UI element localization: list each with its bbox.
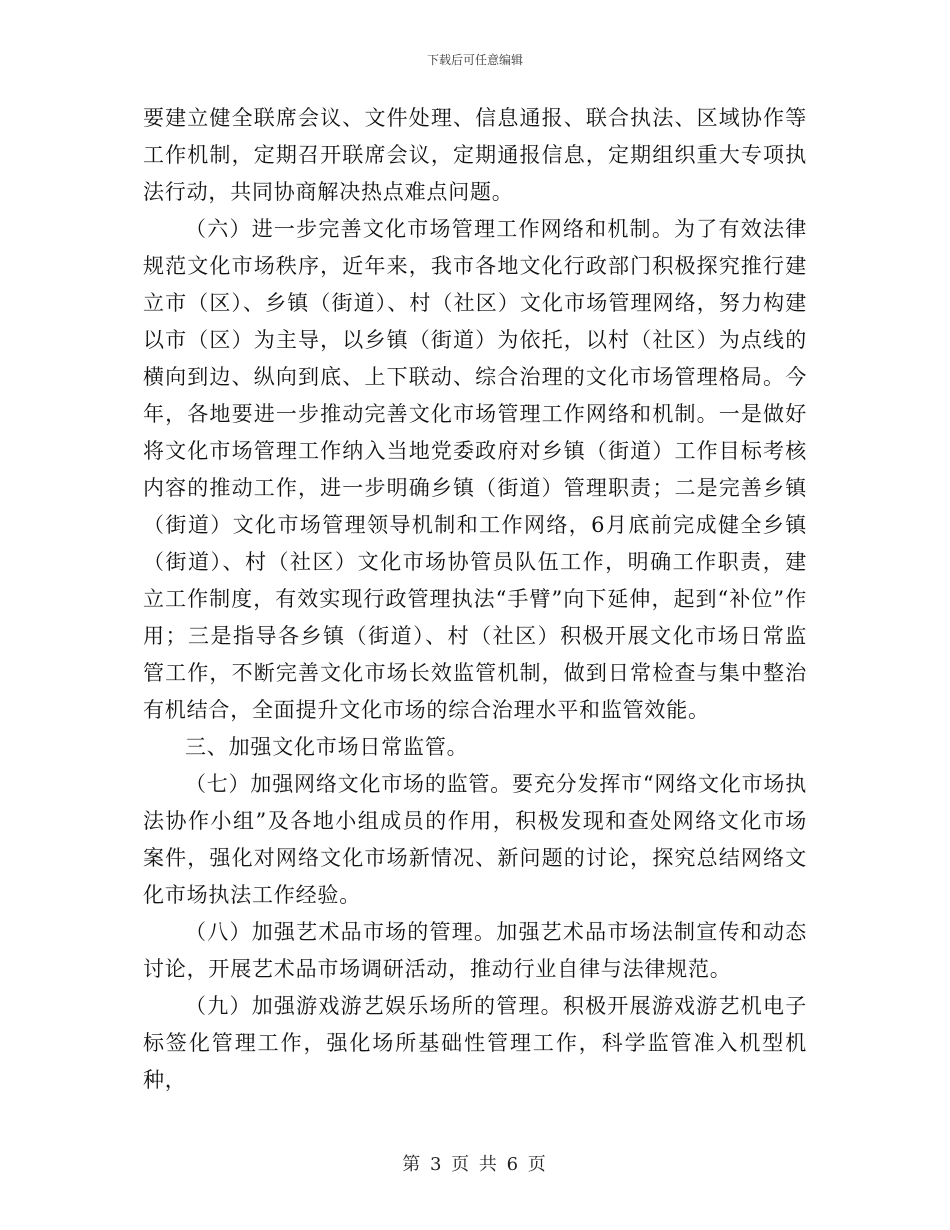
section-heading-3: 三、加强文化市场日常监管。: [185, 735, 469, 759]
page-header-note: 下载后可任意编辑: [426, 53, 523, 67]
paragraph-section-6: （六）进一步完善文化市场管理工作网络和机制。为了有效法律规范文化市场秩序，近年来，我市各地文化行政部门积极探究推行建立市（区）、乡镇（街道）、村（社区）文化市场管理网络，努力构建以市（区）为主导，以乡镇（街道）为依托，以村（社区）为点线的横向到边、纵向到底、上下联动、综合治理的文化市场管理格局。今年，各地要进一步推动完善文化市场管理工作网络和机制。一是做好将文化市场管理工作纳入当地党委政府对乡镇（街道）工作目标考核内容的推动工作，进一步明确乡镇（街道）管理职责；二是完善乡镇（街道）文化市场管理领导机制和工作网络，6月底前完成健全乡镇（街道）、村（社区）文化市场协管员队伍工作，明确工作职责，建立工作制度，有效实现行政管理执法“手臂”向下延伸，起到“补位”作用；三是指导各乡镇（街道）、村（社区）积极开展文化市场日常监管工作，不断完善文化市场长效监管机制，做到日常检查与集中整治有机结合，全面提升文化市场的综合治理水平和监管效能。: [143, 217, 807, 722]
page-number: 第 3 页 共 6 页: [402, 1154, 548, 1175]
document-body: [143, 100, 807, 1099]
paragraph-section-9: （九）加强游戏游艺娱乐场所的管理。积极开展游戏游艺机电子标签化管理工作，强化场所基础性管理工作，科学监管准入机型机种，: [143, 994, 807, 1092]
paragraph-section-8: （八）加强艺术品市场的管理。加强艺术品市场法制宣传和动态讨论，开展艺术品市场调研活动，推动行业自律与法律规范。: [143, 920, 807, 981]
paragraph-section-7: （七）加强网络文化市场的监管。要充分发挥市“网络文化市场执法协作小组”及各地小组成员的作用，积极发现和查处网络文化市场案件，强化对网络文化市场新情况、新问题的讨论，探究总结网络文化市场执法工作经验。: [143, 772, 807, 907]
paragraph-continuation: 要建立健全联席会议、文件处理、信息通报、联合执法、区域协作等工作机制，定期召开联席会议，定期通报信息，定期组织重大专项执法行动，共同协商解决热点难点问题。: [143, 106, 807, 204]
